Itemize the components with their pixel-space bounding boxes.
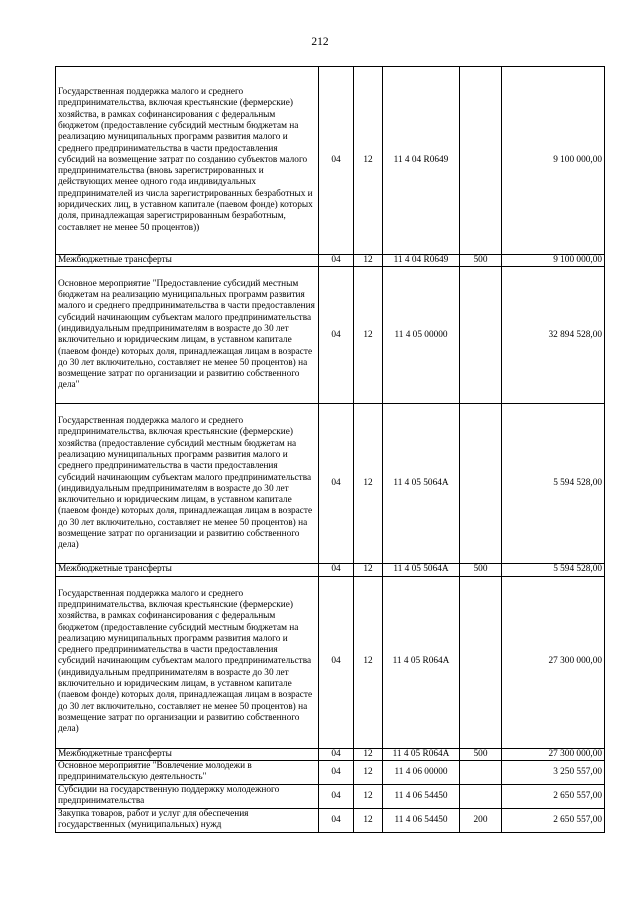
section-code: 04 (319, 808, 354, 832)
section-code: 04 (319, 404, 354, 564)
page-number: 212 (311, 36, 329, 48)
table-row (56, 760, 605, 784)
expense-type-code (460, 784, 502, 808)
expense-type-code: 200 (460, 808, 502, 832)
item-name: Основное мероприятие "Вовлечение молодежи в предпринимательскую деятельность" (56, 760, 319, 784)
table-row (56, 404, 605, 564)
section-code: 04 (319, 255, 354, 267)
expense-type-code (460, 67, 502, 255)
subsection-code: 12 (354, 404, 383, 564)
target-article-code: 11 4 06 54450 (383, 784, 460, 808)
section-code: 04 (319, 784, 354, 808)
item-name: Межбюджетные трансферты (56, 748, 319, 760)
amount: 27 300 000,00 (502, 576, 605, 748)
expense-type-code: 500 (460, 748, 502, 760)
table-row (56, 748, 605, 760)
subsection-code: 12 (354, 67, 383, 255)
target-article-code: 11 4 04 R0649 (383, 255, 460, 267)
subsection-code: 12 (354, 784, 383, 808)
target-article-code: 11 4 05 5064A (383, 404, 460, 564)
target-article-code: 11 4 05 5064A (383, 564, 460, 576)
amount: 9 100 000,00 (502, 255, 605, 267)
amount: 27 300 000,00 (502, 748, 605, 760)
table-row (56, 784, 605, 808)
subsection-code: 12 (354, 267, 383, 404)
expense-type-code (460, 267, 502, 404)
table-row (56, 255, 605, 267)
table-row (56, 267, 605, 404)
amount: 9 100 000,00 (502, 67, 605, 255)
item-name: Закупка товаров, работ и услуг для обеспечения государственных (муниципальных) нужд (56, 808, 319, 832)
expense-type-code: 500 (460, 255, 502, 267)
amount: 3 250 557,00 (502, 760, 605, 784)
target-article-code: 11 4 05 R064A (383, 576, 460, 748)
expense-type-code (460, 576, 502, 748)
target-article-code: 11 4 05 R064A (383, 748, 460, 760)
amount: 2 650 557,00 (502, 808, 605, 832)
amount: 2 650 557,00 (502, 784, 605, 808)
expense-type-code (460, 760, 502, 784)
amount: 5 594 528,00 (502, 564, 605, 576)
item-name: Межбюджетные трансферты (56, 564, 319, 576)
section-code: 04 (319, 576, 354, 748)
table-row (56, 576, 605, 748)
item-name: Государственная поддержка малого и среднего предпринимательства, включая крестьянские (фермерские) хозяйства, в рамках софинансирования с федеральным бюджетом (предоставление субсидий местным бюджетам на реализацию муниципальных программ развития малого и среднего предпринимательства в части предоставления субсидий начинающим субъектам малого предпринимательства (индивидуальным предпринимателям в возрасте до 30 лет включительно и юридическим лицам, в уставном капитале (паевом фонде) которых доля, принадлежащая лицам в возрасте до 30 лет включительно, составляет не менее 50 процентов) на возмещение затрат по организации и развитию собственного дела) (56, 576, 319, 748)
section-code: 04 (319, 267, 354, 404)
subsection-code: 12 (354, 808, 383, 832)
item-name: Субсидии на государственную поддержку молодежного предпринимательства (56, 784, 319, 808)
table-row (56, 67, 605, 255)
amount: 5 594 528,00 (502, 404, 605, 564)
table-row (56, 564, 605, 576)
item-name: Государственная поддержка малого и среднего предпринимательства, включая крестьянские (фермерские) хозяйства (предоставление субсидий местным бюджетам на реализацию муниципальных программ развития малого и среднего предпринимательства в части предоставления субсидий начинающим субъектам малого предпринимательства (индивидуальным предпринимателям в возрасте до 30 лет включительно и юридическим лицам, в уставном капитале (паевом фонде) которых доля, принадлежащая лицам в возрасте до 30 лет включительно, составляет не менее 50 процентов) на возмещение затрат по организации и развитию собственного дела) (56, 404, 319, 564)
item-name: Межбюджетные трансферты (56, 255, 319, 267)
target-article-code: 11 4 05 00000 (383, 267, 460, 404)
item-name: Основное мероприятие "Предоставление субсидий местным бюджетам на реализацию муниципальных программ развития малого и среднего предпринимательства в части предоставления субсидий начинающим субъектам малого предпринимательства (индивидуальным предпринимателям в возрасте до 30 лет включительно и юридическим лицам, в уставном капитале (паевом фонде) которых доля, принадлежащая лицам в возрасте до 30 лет включительно, составляет не менее 50 процентов) на возмещение затрат по организации и развитию собственного дела" (56, 267, 319, 404)
subsection-code: 12 (354, 564, 383, 576)
subsection-code: 12 (354, 760, 383, 784)
expense-type-code (460, 404, 502, 564)
section-code: 04 (319, 760, 354, 784)
item-name: Государственная поддержка малого и среднего предпринимательства, включая крестьянские (фермерские) хозяйства, в рамках софинансирования с федеральным бюджетом (предоставление субсидий местным бюджетам на реализацию муниципальных программ развития малого и среднего предпринимательства в части предоставления субсидий на возмещение затрат по созданию субъектов малого предпринимательства (вновь зарегистрированных и действующих менее одного года индивидуальных предпринимателей из числа зарегистрированных безработных и юридических лиц, в уставном капитале (паевом фонде) которых доля, принадлежащая зарегистрированным безработным, составляет не менее 50 процентов)) (56, 67, 319, 255)
section-code: 04 (319, 67, 354, 255)
table-row (56, 808, 605, 832)
subsection-code: 12 (354, 748, 383, 760)
target-article-code: 11 4 06 00000 (383, 760, 460, 784)
section-code: 04 (319, 748, 354, 760)
amount: 32 894 528,00 (502, 267, 605, 404)
section-code: 04 (319, 564, 354, 576)
expense-type-code: 500 (460, 564, 502, 576)
budget-table (55, 66, 605, 833)
target-article-code: 11 4 06 54450 (383, 808, 460, 832)
target-article-code: 11 4 04 R0649 (383, 67, 460, 255)
subsection-code: 12 (354, 576, 383, 748)
subsection-code: 12 (354, 255, 383, 267)
